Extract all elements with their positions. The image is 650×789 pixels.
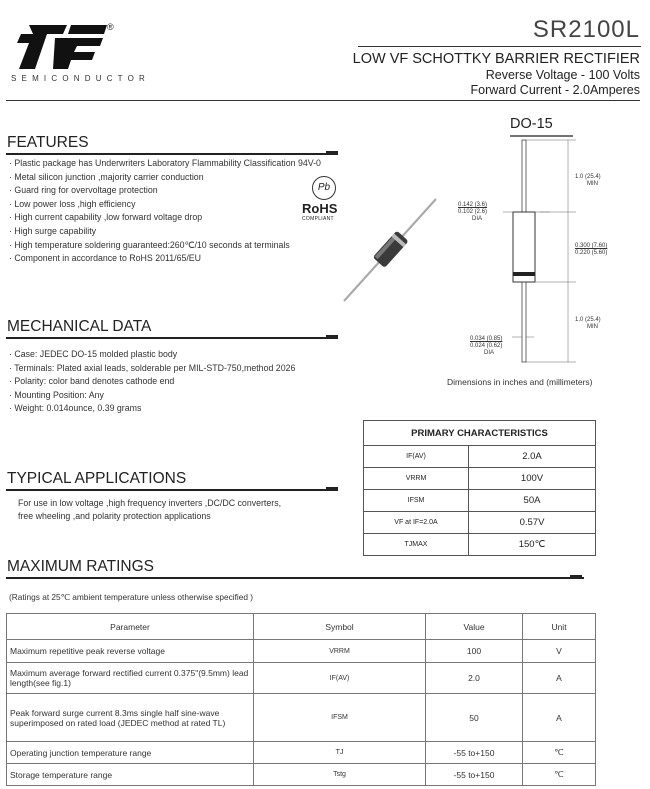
dim-text: MIN [587, 181, 598, 187]
dim-text: MIN [587, 324, 598, 330]
table-cell: 2.0A [469, 446, 596, 468]
dim-text: 0.102 (2.6) [458, 209, 488, 215]
table-cell: 2.0 [426, 663, 523, 694]
column-header: Symbol [254, 614, 426, 640]
dim-text: 1.0 (25.4) [575, 317, 601, 323]
table-cell: A [523, 663, 596, 694]
table-cell: 50 [426, 694, 523, 742]
rohs-label: RoHS [302, 201, 338, 216]
features-rule [6, 153, 336, 155]
ratings-note: (Ratings at 25℃ ambient temperature unless otherwise specified ) [9, 592, 254, 602]
dim-text: 0.142 (3.6) [458, 202, 488, 208]
list-item: · Low power loss ,high efficiency [9, 198, 321, 212]
dim-text: 0.024 (0.62) [470, 343, 503, 349]
table-cell: Operating junction temperature range [7, 742, 254, 764]
features-heading: FEATURES [7, 134, 89, 151]
table-cell: Peak forward surge current 8.3ms single half sine-wave superimposed on rated load (JEDEC method at rated TL) [7, 694, 254, 742]
dim-lead-length-bottom [575, 317, 601, 331]
dim-body-length [575, 243, 607, 257]
table-cell: Storage temperature range [7, 764, 254, 786]
table-cell: TJ [254, 742, 426, 764]
rule-marker [570, 575, 582, 579]
column-header: Parameter [7, 614, 254, 640]
rule-marker [326, 151, 338, 155]
primary-characteristics-table [363, 420, 596, 556]
list-item: · Case: JEDEC DO-15 molded plastic body [9, 348, 295, 362]
page-title: LOW VF SCHOTTKY BARRIER RECTIFIER [352, 51, 640, 67]
table-row [364, 490, 596, 512]
package-name: DO-15 [510, 116, 553, 132]
table-cell: 0.57V [469, 512, 596, 534]
list-item: · High temperature soldering guaranteed:260℃/10 seconds at terminals [9, 239, 321, 253]
list-item: · Polarity: color band denotes cathode end [9, 375, 295, 389]
table-cell: IFSM [254, 694, 426, 742]
part-number: SR2100L [532, 16, 640, 43]
table-row [364, 534, 596, 556]
table-row [7, 694, 596, 742]
list-item: · Terminals: Plated axial leads, solderable per MIL-STD-750,method 2026 [9, 362, 295, 376]
list-item: · Mounting Position: Any [9, 389, 295, 403]
table-cell: ℃ [523, 742, 596, 764]
table-row [364, 446, 596, 468]
table-row [7, 663, 596, 694]
company-name: SEMICONDUCTOR [11, 74, 151, 83]
table-cell: Tstg [254, 764, 426, 786]
dim-text: 0.034 (0.85) [470, 336, 503, 342]
rule-marker [326, 335, 338, 339]
text-line: For use in low voltage ,high frequency inverters ,DC/DC converters, [18, 498, 282, 508]
table-cell: Maximum repetitive peak reverse voltage [7, 640, 254, 663]
dim-lead-diameter [470, 336, 502, 357]
table-cell: V [523, 640, 596, 663]
table-row [7, 640, 596, 663]
forward-current: Forward Current - 2.0Amperes [470, 83, 640, 97]
dimensions-caption: Dimensions in inches and (millimeters) [447, 377, 593, 387]
rule-marker [326, 487, 338, 491]
column-header: Value [426, 614, 523, 640]
table-cell: TJMAX [364, 534, 469, 556]
table-row [7, 764, 596, 786]
table-heading: PRIMARY CHARACTERISTICS [364, 421, 596, 446]
maximum-ratings-table [6, 613, 596, 786]
mechanical-rule [6, 337, 336, 339]
dim-body-diameter [458, 202, 487, 223]
registered-mark: ® [107, 22, 114, 32]
table-cell: VF at IF=2.0A [364, 512, 469, 534]
table-cell: ℃ [523, 764, 596, 786]
column-header: Unit [523, 614, 596, 640]
table-row [7, 742, 596, 764]
table-cell: 150℃ [469, 534, 596, 556]
table-row [364, 468, 596, 490]
text-line: free wheeling ,and polarity protection applications [18, 511, 211, 521]
mechanical-heading: MECHANICAL DATA [7, 318, 152, 335]
applications-text [18, 497, 281, 523]
list-item: · Weight: 0.014ounce, 0.39 grams [9, 402, 295, 416]
applications-rule [6, 489, 336, 491]
reverse-voltage: Reverse Voltage - 100 Volts [485, 68, 640, 82]
table-cell: A [523, 694, 596, 742]
ratings-heading: MAXIMUM RATINGS [7, 558, 154, 575]
list-item: · High current capability ,low forward voltage drop [9, 211, 321, 225]
table-cell: IF(AV) [254, 663, 426, 694]
header-rule [358, 46, 641, 47]
list-item: · Component in accordance to RoHS 2011/65/EU [9, 252, 321, 266]
dim-text: DIA [472, 216, 483, 222]
dim-lead-length-top [575, 174, 601, 188]
table-cell: 100 [426, 640, 523, 663]
features-list [9, 157, 321, 266]
diode-image [340, 195, 440, 305]
pb-free-icon: Pb [312, 176, 336, 200]
table-cell: IF(AV) [364, 446, 469, 468]
dim-text: 0.300 (7.60) [575, 243, 608, 249]
dim-text: 1.0 (25.4) [575, 174, 601, 180]
table-row [364, 512, 596, 534]
ratings-rule [6, 577, 584, 579]
list-item: · Plastic package has Underwriters Laboratory Flammability Classification 94V-0 [9, 157, 321, 171]
table-cell: 100V [469, 468, 596, 490]
header-divider [6, 100, 640, 101]
table-cell: IFSM [364, 490, 469, 512]
company-logo [15, 25, 107, 69]
dim-text: 0.220 (5.60) [575, 250, 608, 256]
mechanical-list [9, 348, 295, 416]
rohs-compliant: COMPLIANT [302, 216, 334, 222]
table-cell: -55 to+150 [426, 742, 523, 764]
list-item: · Guard ring for overvoltage protection [9, 184, 321, 198]
table-cell: VRRM [364, 468, 469, 490]
list-item: · High surge capability [9, 225, 321, 239]
table-cell: VRRM [254, 640, 426, 663]
table-cell: 50A [469, 490, 596, 512]
table-cell: -55 to+150 [426, 764, 523, 786]
applications-heading: TYPICAL APPLICATIONS [7, 470, 187, 487]
table-header-row [7, 614, 596, 640]
table-cell: Maximum average forward rectified current 0.375"(9.5mm) lead length(see fig.1) [7, 663, 254, 694]
list-item: · Metal silicon junction ,majority carrier conduction [9, 171, 321, 185]
dim-text: DIA [484, 350, 495, 356]
